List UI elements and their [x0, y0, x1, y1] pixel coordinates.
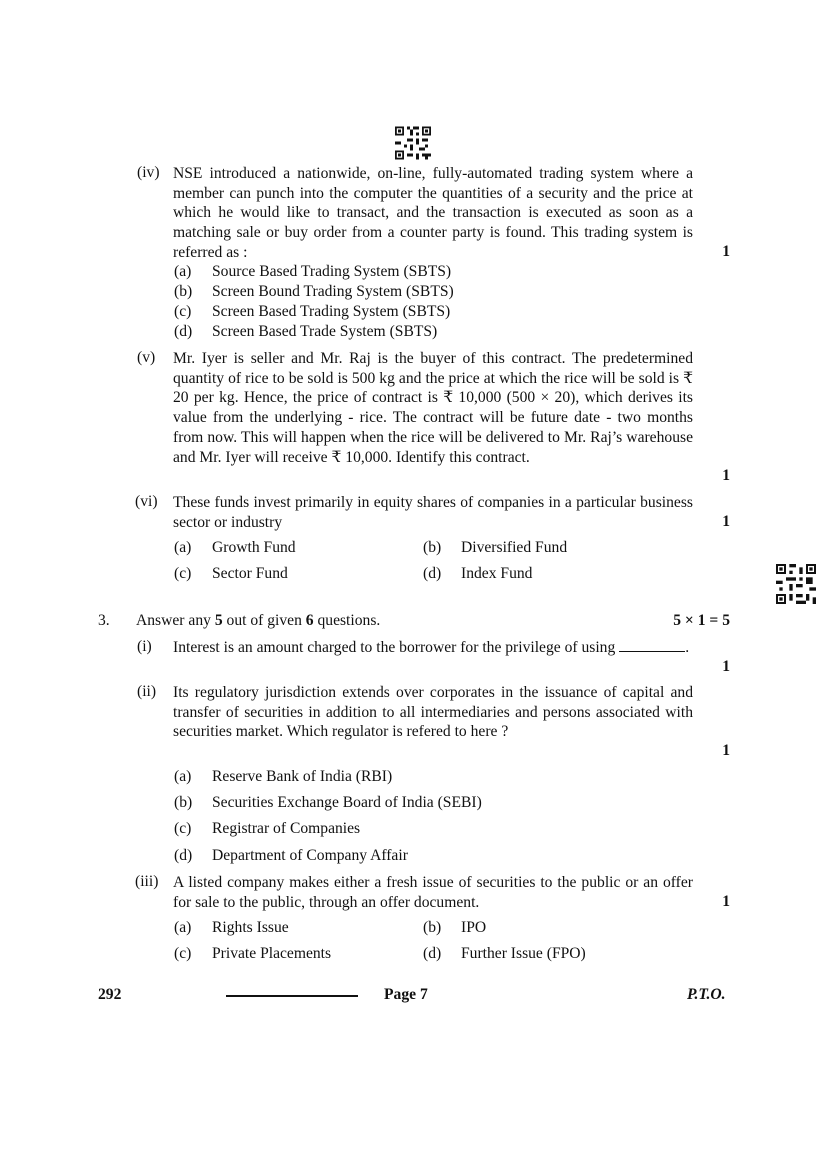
option-text-iv-a: Source Based Trading System (SBTS) [212, 263, 452, 280]
option-text-ii-a: Reserve Bank of India (RBI) [212, 768, 393, 785]
option-text-iii-b: IPO [461, 919, 487, 936]
option-letter-ii-d: (d) [174, 847, 193, 864]
option-text-vi-c: Sector Fund [212, 565, 288, 582]
paper-code: 292 [98, 986, 122, 1003]
option-letter-ii-c: (c) [174, 820, 192, 837]
option-text-iii-a: Rights Issue [212, 919, 289, 936]
option-text-vi-a: Growth Fund [212, 539, 296, 556]
qr-code-top [395, 126, 431, 160]
question-number-vi: (vi) [135, 493, 158, 510]
question-text-v: Mr. Iyer is seller and Mr. Raj is the buyer of this contract. The predetermined quantity of rice to be sold is 500 kg and the price at which the rice will be sold is ₹ 20 per kg. Hence, the price of contract is ₹ 10,000 (500 × 20), which derives its value from the underlying - rice. The contract will be future date - two months from now. This will happen when the rice will be delivered to Mr. Raj’s warehouse and Mr. Iyer will receive ₹ 10,000. Identify this contract. [173, 350, 693, 466]
option-letter-vi-a: (a) [174, 539, 192, 556]
option-text-iv-c: Screen Based Trading System (SBTS) [212, 303, 451, 320]
option-letter-vi-d: (d) [423, 565, 442, 582]
option-letter-vi-b: (b) [423, 539, 442, 556]
page-number: Page 7 [384, 986, 428, 1003]
option-text-iii-d: Further Issue (FPO) [461, 945, 586, 962]
option-letter-iv-d: (d) [174, 323, 193, 340]
option-letter-iv-c: (c) [174, 303, 192, 320]
question-number-3: 3. [98, 612, 110, 629]
qr-code-side [776, 564, 816, 604]
question-text-3-i: Interest is an amount charged to the borrower for the privilege of using . [173, 639, 690, 656]
question-text-3-ii: Its regulatory jurisdiction extends over corporates in the issuance of capital and transfer of securities in addition to all intermediaries and persons associated with securities market. Which regulator is refered to here ? [173, 684, 693, 741]
question-number-3-i: (i) [137, 638, 152, 655]
marks-vi: 1 [722, 513, 730, 530]
question-number-3-iii: (iii) [135, 873, 159, 890]
answer-blank [619, 639, 685, 652]
option-text-ii-d: Department of Company Affair [212, 847, 408, 864]
option-letter-iii-d: (d) [423, 945, 442, 962]
option-letter-iii-c: (c) [174, 945, 192, 962]
footer-rule [226, 995, 358, 997]
option-letter-iv-a: (a) [174, 263, 192, 280]
marks-3-ii: 1 [722, 742, 730, 759]
question-number-v: (v) [137, 349, 156, 366]
option-text-iii-c: Private Placements [212, 945, 332, 962]
marks-v: 1 [722, 467, 730, 484]
option-letter-ii-b: (b) [174, 794, 193, 811]
marks-iv: 1 [722, 243, 730, 260]
option-letter-ii-a: (a) [174, 768, 192, 785]
option-text-vi-b: Diversified Fund [461, 539, 568, 556]
option-letter-iii-a: (a) [174, 919, 192, 936]
option-text-ii-c: Registrar of Companies [212, 820, 361, 837]
option-letter-iii-b: (b) [423, 919, 442, 936]
marks-3-iii: 1 [722, 893, 730, 910]
question-number-iv: (iv) [137, 164, 160, 181]
marks-3-i: 1 [722, 658, 730, 675]
question-3-heading: Answer any 5 out of given 6 questions. [136, 612, 381, 629]
option-text-ii-b: Securities Exchange Board of India (SEBI) [212, 794, 482, 811]
pto-label: P.T.O. [687, 986, 726, 1003]
marks-q3: 5 × 1 = 5 [673, 612, 730, 629]
option-letter-iv-b: (b) [174, 283, 193, 300]
option-text-iv-d: Screen Based Trade System (SBTS) [212, 323, 438, 340]
question-text-vi: These funds invest primarily in equity shares of companies in a particular business sector or industry [173, 494, 693, 531]
option-letter-vi-c: (c) [174, 565, 192, 582]
question-number-3-ii: (ii) [137, 683, 157, 700]
option-text-iv-b: Screen Bound Trading System (SBTS) [212, 283, 454, 300]
question-text-3-iii: A listed company makes either a fresh issue of securities to the public or an offer for sale to the public, through an offer document. [173, 874, 693, 911]
question-text-iv: NSE introduced a nationwide, on-line, fully-automated trading system where a member can punch into the computer the quantities of a security and the price at which he would like to transact, and the transaction is executed as soon as a matching sale or buy order from a counter party is found. This trading system is referred as : [173, 165, 693, 261]
option-text-vi-d: Index Fund [461, 565, 533, 582]
